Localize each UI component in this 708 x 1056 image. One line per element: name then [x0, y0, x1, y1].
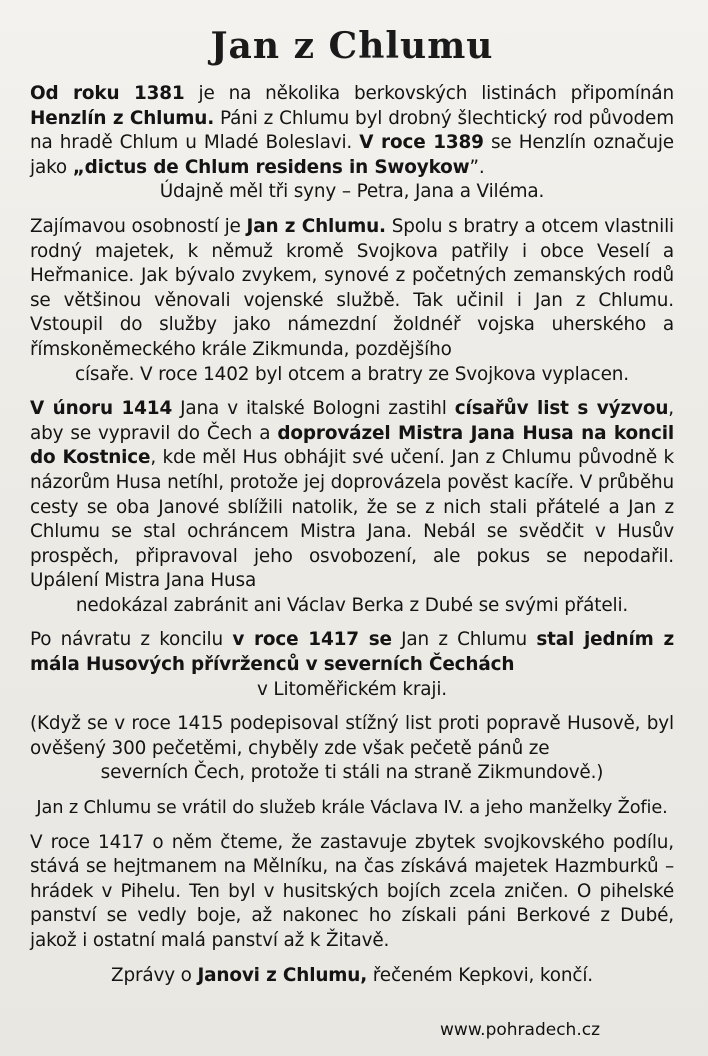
paragraph-jan: Zajímavou osobností je Jan z Chlumu. Spolu s bratry a otcem vlastnili rodný majetek, k němuž kromě Svojkova patřily i obce Veselí a Heřmanice. Jak bývalo zvykem, synové z početných zemanských rodů se většinou věnovali vojenské službě. Tak učinil i Jan z Chlumu. Vstoupil do služby jako námezdní žoldnéř vojska uherského a římskoněmeckého krále Zikmunda, pozdějšího císaře. V roce 1402 byl otcem a bratry ze Svojkova vyplacen.: [30, 215, 674, 387]
bold-text: V únoru 1414: [30, 398, 173, 420]
bold-text: doprovázel Mistra Jana Husa na koncil do Kostnice: [30, 422, 675, 469]
bold-text: Jan z Chlumu.: [246, 215, 386, 237]
centered-line: Údajně měl tři syny – Petra, Jana a Viléma.: [159, 181, 545, 203]
paragraph-complaint: (Když se v roce 1415 podepisoval stížný list proti popravě Husově, byl ověšený 300 pečetěmi, chyběly zde však pečetě pánů ze severních Čech, protože ti stáli na straně Zikmundově.): [30, 712, 674, 786]
paragraph-property: V roce 1417 o něm čteme, že zastavuje zbytek svojkovského podílu, stává se hejtmanem na Mělníku, na čas získává majetek Hazmburků – hrádek v Pihelu. Ten byl v husitských bojích zcela zničen. O pihelské panství se vedly boje, až nakonec ho získali páni Berkové z Dubé, jakož i ostatní malá panství až k Žitavě.: [30, 831, 674, 951]
bold-text: Janovi z Chlumu,: [197, 964, 368, 986]
bold-text: V roce 1389: [359, 132, 484, 154]
latin-quote: „dictus de Chlum residens in Swoykow: [72, 156, 470, 178]
paragraph-kostnice: V únoru 1414 Jana v italské Bologni zastihl císařův list s výzvou, aby se vypravil do Čech a doprovázel Mistra Jana Husa na koncil do Kostnice, kde měl Hus obhájit své učení. Jan z Chlumu původně k názorům Husa netíhl, protože jej doprovázela pověst kacíře. V průběhu cesty se oba Janové sblížili natolik, že se z nich stali přátelé a Jan z Chlumu se stal ochráncem Mistra Jana. Nebál se svědčit v Husův prospěch, připravoval jeho osvobození, ale pokus se nepodařil. Upálení Mistra Jana Husa nedokázal zabránit ani Václav Berka z Dubé se svými přáteli.: [30, 397, 674, 618]
centered-line: v Litoměřickém kraji.: [256, 678, 448, 700]
website-url: www.pohradech.cz: [440, 1020, 600, 1040]
bold-text: stal jedním z mála Husových přívrženců v severních Čechách: [30, 629, 675, 676]
paragraph-ending: Zprávy o Janovi z Chlumu, řečeném Kepkovi, končí.: [111, 964, 593, 986]
centered-line: nedokázal zabránit ani Václav Berka z Dubé se svými přáteli.: [75, 594, 629, 616]
page-title: Jan z Chlumu: [210, 25, 494, 67]
centered-line: císaře. V roce 1402 byl otcem a bratry ze Svojkova vyplacen.: [75, 363, 629, 385]
paragraph-return: Po návratu z koncilu v roce 1417 se Jan z Chlumu stal jedním z mála Husových přívrženců v severních Čechách v Litoměřickém kraji.: [30, 628, 674, 702]
centered-line: severních Čech, protože ti stáli na straně Zikmundově.): [100, 762, 604, 784]
paragraph-service: Jan z Chlumu se vrátil do služeb krále Václava IV. a jeho manželky Žofie.: [36, 797, 668, 819]
bold-text: Od roku 1381: [30, 83, 185, 104]
paragraph-origins: Od roku 1381 je na několika berkovských listinách připomínán Henzlín z Chlumu. Páni z Chlumu byl drobný šlechtický rod původem na hradě Chlum u Mladé Boleslavi. V roce 1389 se Henzlín označuje jako „dictus de Chlum residens in Swoykow”. Údajně měl tři syny – Petra, Jana a Viléma.: [30, 82, 674, 205]
bold-text: v roce 1417 se: [232, 629, 392, 651]
bold-text: císařův list s výzvou: [454, 398, 669, 420]
bold-text: Henzlín z Chlumu.: [30, 107, 215, 129]
